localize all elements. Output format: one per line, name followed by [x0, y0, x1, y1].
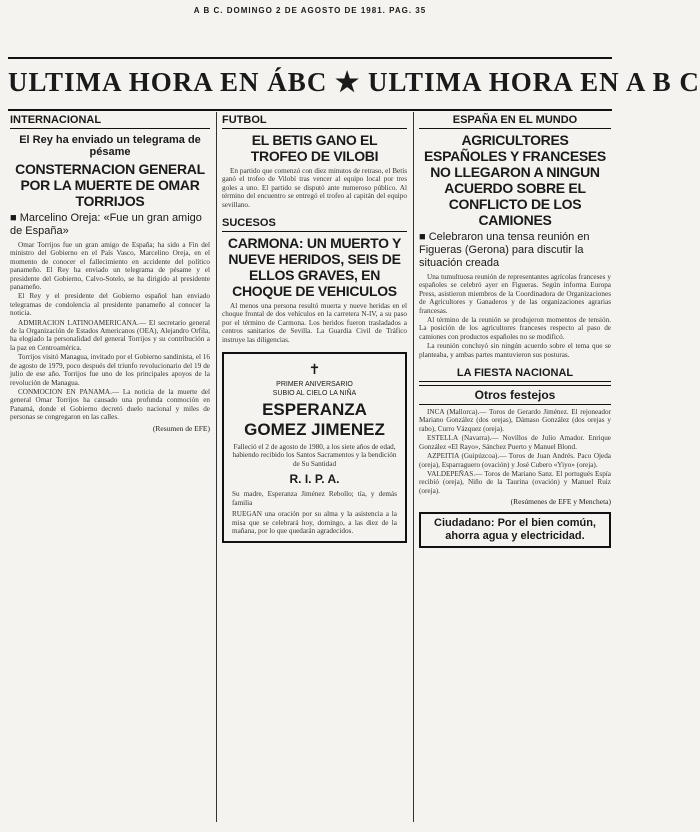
column-futbol-sucesos: [222, 112, 407, 543]
column-espana-mundo: [419, 112, 611, 548]
betis-body: [222, 167, 407, 209]
section-espana-mundo: ESPAÑA EN EL MUNDO: [419, 112, 611, 129]
paragraph: ESTELLA (Navarra).— Novillos de Julio Amador. Enrique González «El Rayo», Sánchez Puerto y Manuel Blond.: [419, 434, 611, 451]
column-divider: [216, 112, 217, 822]
paragraph: ADMIRACION LATINOAMERICANA.— El secretario general de la Organización de Estados Americanos (OEA), Alejandro Orfila, ha elogiado la personalidad del general Torrijos y su contribución a la paz en Centroamérica.: [10, 318, 210, 352]
paragraph: Una tumultuosa reunión de representantes agrícolas franceses y españoles se celebró ayer en Figueras. Según informa Europa Press, asistieron miembros de la Coordinadora de Organizaciones de Agricultores y Ganaderos y de las organizaciones agrarias francesas.: [419, 273, 611, 315]
carmona-headline: CARMONA: UN MUERTO Y NUEVE HERIDOS, SEIS DE ELLOS GRAVES, EN CHOQUE DE VEHICULOS: [227, 235, 402, 300]
obit-name: ESPERANZA GOMEZ JIMENEZ: [244, 400, 385, 440]
page-header: A B C. DOMINGO 2 DE AGOSTO DE 1981. PAG. 35: [193, 6, 427, 15]
section-sucesos: SUCESOS: [222, 215, 407, 232]
agricultores-headline: AGRICULTORES ESPAÑOLES Y FRANCESES NO LLEGARON A NINGUN ACUERDO SOBRE EL CONFLICTO DE LOS CAMIONES: [424, 132, 606, 228]
obit-subtitle: SUBIO AL CIELO LA NIÑA: [272, 390, 357, 398]
torrijos-subhead: ■ Marcelino Oreja: «Fue un gran amigo de España»: [10, 212, 202, 237]
ciudadano-ad: Ciudadano: Por el bien común, ahorra agua y electricidad.: [419, 512, 611, 548]
obit-ruegan: RUEGAN una oración por su alma y la asistencia a la misa que se celebrará hoy, domingo, a las diez de la mañana, por lo que quedarán agradecidos.: [232, 510, 397, 535]
section-futbol: FUTBOL: [222, 112, 407, 129]
paragraph: AZPEITIA (Guipúzcoa).— Toros de Juan Andrés. Paco Ojeda (oreja), Esparraguero (ovación) y José Cubero «Yiyo» (oreja).: [419, 452, 611, 469]
paragraph: INCA (Mallorca).— Toros de Gerardo Jiménez. El rejoneador Mariano González (dos orejas), Dámaso González (dos orejas y rabo), Curro Vázquez (oreja).: [419, 408, 611, 433]
agricultores-body: [419, 273, 611, 359]
torrijos-credit: (Resumen de EFE): [152, 423, 210, 433]
section-fiesta-nacional: LA FIESTA NACIONAL: [419, 365, 611, 382]
obit-detail: Falleció el 2 de agosto de 1980, a los siete años de edad, habiendo recibido los Santos Sacramentos y la bendición de Su Santidad: [232, 443, 397, 468]
paragraph: Al término de la reunión se produjeron momentos de tensión. La posición de los agricultores franceses respecto al paso de camiones con productos españoles no se modificó.: [419, 316, 611, 341]
obit-family: Su madre, Esperanza Jiménez Rebollo; tía, y demás familia: [232, 490, 397, 507]
betis-headline: EL BETIS GANO EL TROFEO DE VILOBI: [250, 132, 379, 164]
agricultores-subhead: ■ Celebraron una tensa reunión en Figueras (Gerona) para discutir la situación creada: [419, 231, 590, 269]
festejos-credit: (Resúmenes de EFE y Mencheta): [510, 497, 611, 507]
ultima-hora-banner: [8, 57, 700, 111]
banner-title: ULTIMA HORA EN ÁBC ★ ULTIMA HORA EN A B C: [8, 67, 700, 97]
paragraph: En partido que comenzó con diez minutos de retraso, el Betis ganó el trofeo de Vilobí tras vencer al equipo local por tres goles a uno. El partido se disputó ante numeroso público. Al término del encuentro se entregó el trofeo al capitán del equipo sevillano.: [222, 167, 407, 209]
cross-icon: ✝: [308, 363, 321, 379]
otros-festejos-title: Otros festejos: [419, 385, 611, 405]
column-divider: [413, 112, 414, 822]
paragraph: Omar Torrijos fue un gran amigo de España; ha sido a Fin del ministro del Gobierno en el País Vasco, Marcelino Oreja, en el momento de conocer el fallecimiento en accidente del político panameño. El Rey ha enviado un telegrama de pésame y el presidente del Gobierno, Calvo-Sotelo, se ha dirigido al presidente panameño.: [10, 241, 210, 292]
paragraph: CONMOCION EN PANAMA.— La noticia de la muerte del general Omar Torrijos ha causado una profunda conmoción en Panamá, donde el Gobierno decretó duelo nacional y miles de personas se congregaron en las calles.: [10, 387, 210, 422]
section-internacional: INTERNACIONAL: [10, 112, 210, 129]
column-internacional: [10, 112, 210, 433]
obit-anniversary: PRIMER ANIVERSARIO: [276, 381, 353, 389]
festejos-body: [419, 408, 611, 495]
obituary-notice: [222, 352, 407, 543]
carmona-body: [222, 302, 407, 344]
torrijos-headline: CONSTERNACION GENERAL POR LA MUERTE DE OMAR TORRIJOS: [15, 161, 205, 209]
torrijos-kicker: El Rey ha enviado un telegrama de pésame: [19, 134, 201, 158]
paragraph: VALDEPEÑAS.— Toros de Mariano Sanz. El portugués Espía recibió (oreja), Niño de la Taurina (ovación) y Manuel Ruiz (oreja).: [419, 469, 611, 495]
paragraph: El Rey y el presidente del Gobierno español han enviado telegramas de condolencia al presidente panameño al conocer la noticia.: [10, 292, 210, 318]
paragraph: Torrijos visitó Managua, invitado por el Gobierno sandinista, el 16 de agosto de 1979, poco después del triunfo revolucionario del 19 de julio de ese año. Torrijos fue uno de los principales apoyos de la revolución de Managua.: [10, 353, 210, 387]
paragraph: Al menos una persona resultó muerta y nueve heridas en el choque frontal de dos vehículos en la carretera N-IV, a su paso por el término de Carmona. Los heridos fueron trasladados a centros sanitarios de Sevilla. La Guardia Civil de Tráfico instruye las diligencias.: [222, 302, 407, 344]
obit-rip: R. I. P. A.: [289, 472, 340, 487]
paragraph: La reunión concluyó sin ningún acuerdo sobre el tema que se planteaba, y ambas partes mantuvieron sus posturas.: [419, 342, 611, 359]
torrijos-body: [10, 241, 210, 422]
